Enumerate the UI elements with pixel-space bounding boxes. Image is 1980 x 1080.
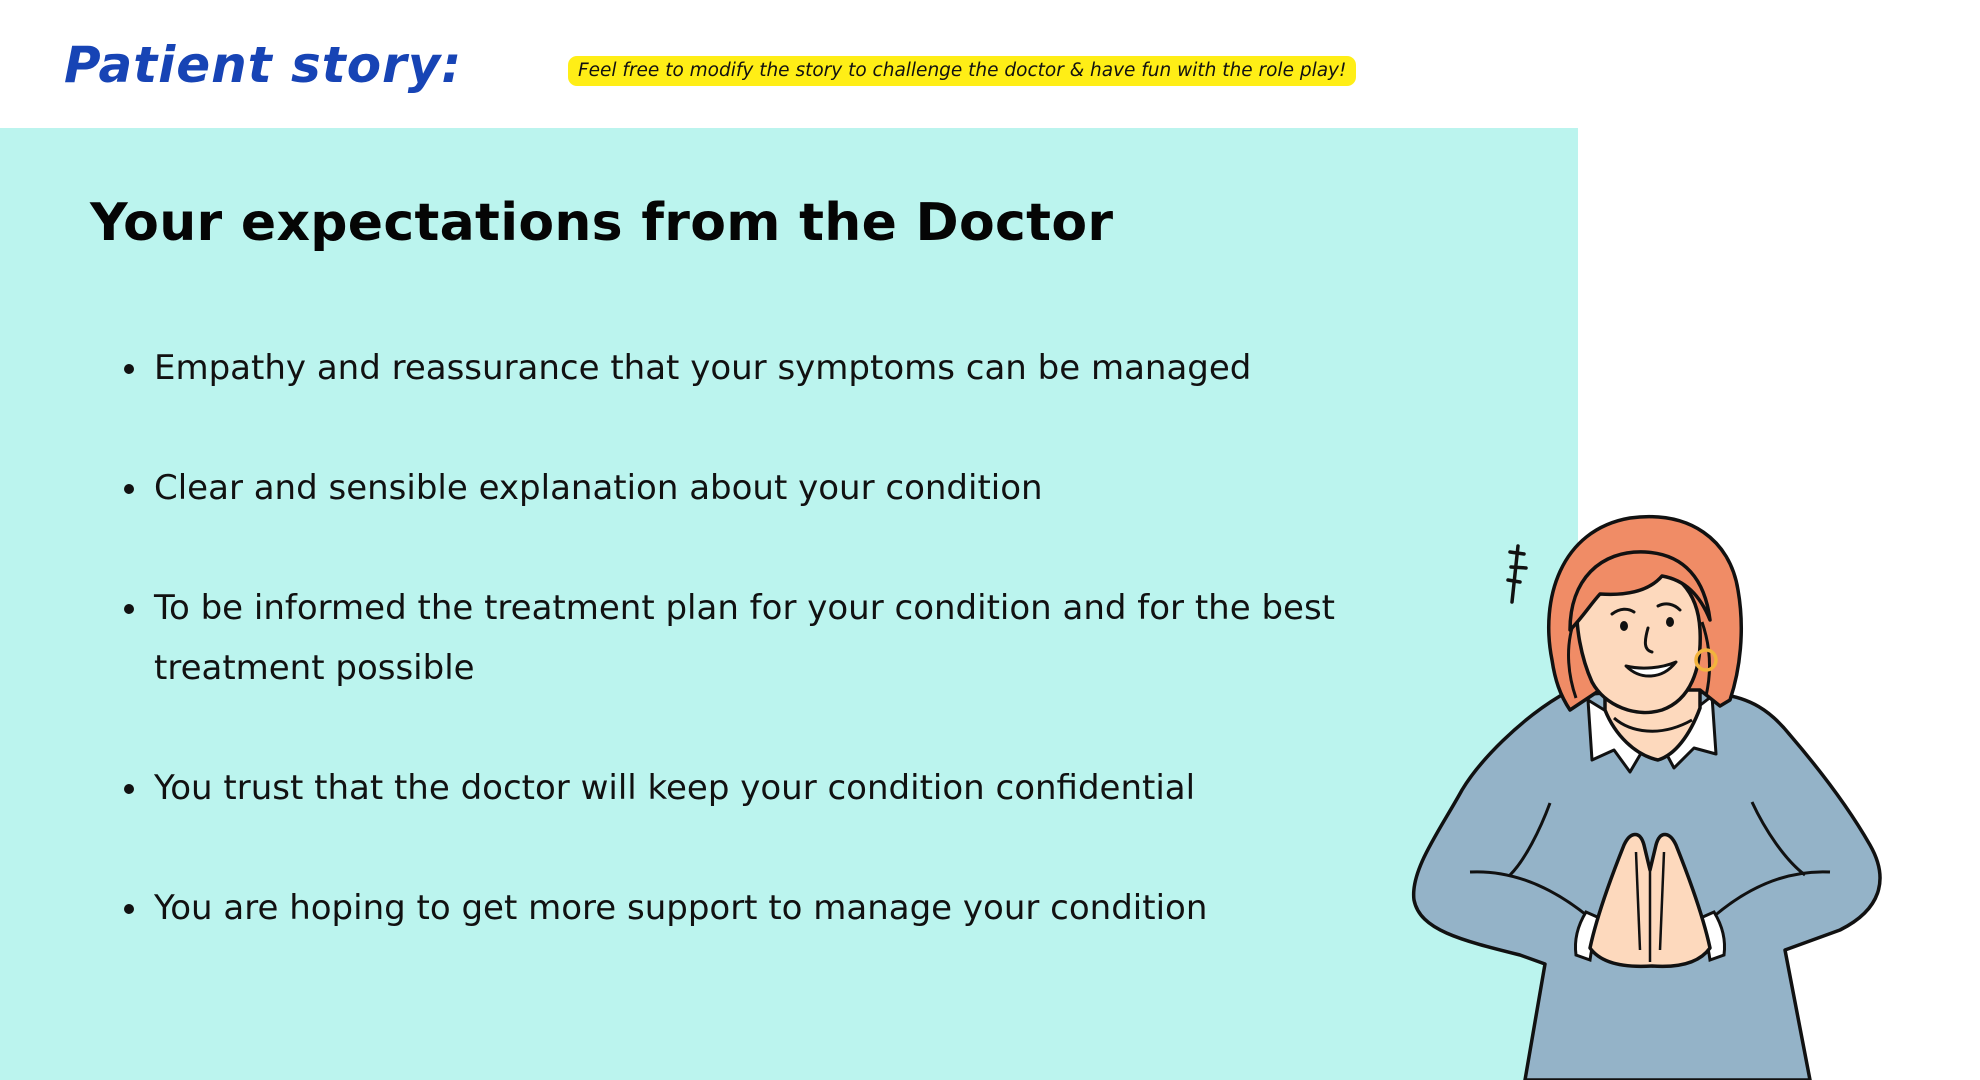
list-item [120,578,1370,698]
note-badge: Feel free to modify the story to challenge the doctor & have fun with the role play! [568,56,1356,86]
bullet-icon [124,784,134,794]
list-item-text: You are hoping to get more support to manage your condition [154,888,1208,928]
bullet-icon [124,484,134,494]
page-title: Patient story: [64,36,463,94]
stress-marks-icon [1508,546,1526,602]
list-item [120,458,1370,518]
expectations-panel [0,128,1578,1080]
list-item [120,338,1370,398]
list-item-text: Clear and sensible explanation about your condition [154,468,1043,508]
list-item-text: You trust that the doctor will keep your condition confidential [154,768,1196,808]
bullet-icon [124,904,134,914]
expectations-list [120,338,1370,938]
bullet-icon [124,604,134,614]
panel-heading: Your expectations from the Doctor [90,193,1114,253]
list-item [120,878,1370,938]
woman-praying-hands-illustration [1400,510,1900,1080]
list-item [120,758,1370,818]
list-item-text: Empathy and reassurance that your symptoms can be managed [154,348,1252,388]
list-item-text: To be informed the treatment plan for your condition and for the best treatment possible [154,588,1335,688]
bullet-icon [124,364,134,374]
